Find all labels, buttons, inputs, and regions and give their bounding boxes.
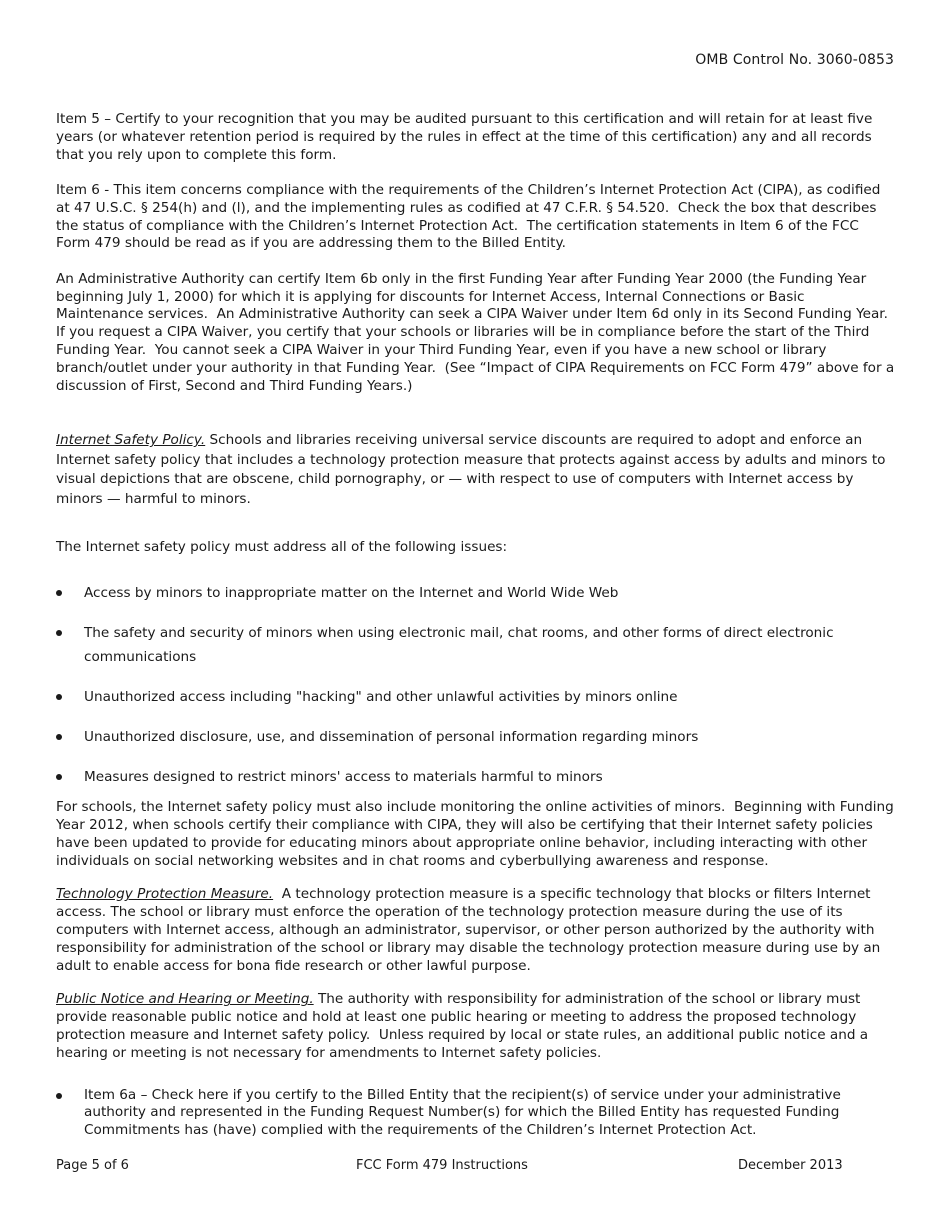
list-item <box>56 765 896 789</box>
public-notice-heading: Public Notice and Hearing or Meeting. <box>56 991 314 1008</box>
technology-protection-measure-text: A technology protection measure is a specific technology that blocks or filters Internet access. The school or library must enforce the operation of the technology protection measure during the use of its computers with Internet access, although an administrator, supervisor, or other person authorized by the authority with responsibility for administration of the school or library may disable the technology protection measure during use by an adult to enable access for bona fide research or other lawful purpose. <box>56 886 885 974</box>
item-6-paragraph: Item 6 - This item concerns compliance with the requirements of the Children’s Internet Protection Act (CIPA), as codified at 47 U.S.C. § 254(h) and (l), and the implementing rules as codified at 47 C.F.R. § 54.520. Check the box that describes the status of compliance with the Children’s Internet Protection Act. The certification statements in Item 6 of the FCC Form 479 should be read as if you are addressing them to the Billed Entity. <box>56 181 885 252</box>
policy-issues-list <box>56 581 896 789</box>
public-notice-paragraph <box>56 991 896 1062</box>
administrative-authority-paragraph: An Administrative Authority can certify Item 6b only in the first Funding Year after Funding Year 2000 (the Funding Year beginning July 1, 2000) for which it is applying for discounts for Internet Access, Internal Connections or Basic Maintenance services. An Administrative Authority can seek a CIPA Waiver under Item 6d only in its Second Funding Year. If you request a CIPA Waiver, you certify that your schools or libraries will be in compliance before the start of the Third Funding Year. You cannot seek a CIPA Waiver in your Third Funding Year, even if you have a new school or library branch/outlet under your authority in that Funding Year. (See “Impact of CIPA Requirements on FCC Form 479” above for a discussion of First, Second and Third Funding Years.) <box>56 270 899 394</box>
schools-monitoring-paragraph: For schools, the Internet safety policy must also include monitoring the online activities of minors. Beginning with Funding Year 2012, when schools certify their compliance with CIPA, they will also be certifying that their Internet safety policies have been updated to provide for educating minors about appropriate online behavior, including interacting with other individuals on social networking websites and in chat rooms and cyberbullying awareness and response. <box>56 799 899 869</box>
public-notice-text: The authority with responsibility for administration of the school or library must provide reasonable public notice and hold at least one public hearing or meeting to address the proposed technology protection measure and Internet safety policy. Unless required by local or state rules, an additional public notice and a hearing or meeting is not necessary for amendments to Internet safety policies. <box>56 991 873 1061</box>
list-item-text: Unauthorized disclosure, use, and dissemination of personal information regarding minors <box>84 729 699 746</box>
omb-control-number: OMB Control No. 3060-0853 <box>695 52 894 68</box>
list-item-text: The safety and security of minors when using electronic mail, chat rooms, and other forms of direct electronic communications <box>84 625 834 666</box>
footer-page-number: Page 5 of 6 <box>56 1158 129 1173</box>
internet-safety-policy-paragraph <box>56 431 896 509</box>
item-6a-list <box>56 1087 896 1140</box>
bullet-icon <box>56 694 62 700</box>
footer-form-title: FCC Form 479 Instructions <box>356 1158 528 1173</box>
technology-protection-measure-paragraph <box>56 886 896 975</box>
list-item <box>56 621 896 669</box>
bullet-icon <box>56 774 62 780</box>
footer-date: December 2013 <box>738 1158 843 1173</box>
bullet-icon <box>56 1093 62 1099</box>
bullet-icon <box>56 590 62 596</box>
bullet-icon <box>56 630 62 636</box>
item-6a-text: Item 6a – Check here if you certify to the Billed Entity that the recipient(s) of service under your administrative authority and represented in the Funding Request Number(s) for which the Billed Entity has requested Funding Commitments has (have) complied with the requirements of the Children’s Internet Protection Act. <box>84 1086 841 1139</box>
list-item <box>56 1087 896 1140</box>
list-item-text: Unauthorized access including "hacking" and other unlawful activities by minors online <box>84 689 678 706</box>
technology-protection-measure-heading: Technology Protection Measure. <box>56 886 274 903</box>
page-content <box>56 111 899 1140</box>
list-item-text: Access by minors to inappropriate matter on the Internet and World Wide Web <box>84 585 619 602</box>
list-item <box>56 725 896 749</box>
list-item <box>56 581 896 605</box>
bullet-icon <box>56 734 62 740</box>
list-item <box>56 685 896 709</box>
internet-safety-policy-text: Schools and libraries receiving universal service discounts are required to adopt and enforce an Internet safety policy that includes a technology protection measure that protects against access by adults and minors to visual depictions that are obscene, child pornography, or — with respect to use of computers with Internet access by minors — harmful to minors. <box>56 432 890 507</box>
list-item-text: Measures designed to restrict minors' access to materials harmful to minors <box>84 769 603 786</box>
policy-must-address-paragraph: The Internet safety policy must address all of the following issues: <box>56 539 508 556</box>
internet-safety-policy-heading: Internet Safety Policy. <box>56 432 206 449</box>
item-5-paragraph: Item 5 – Certify to your recognition that you may be audited pursuant to this certification and will retain for at least five years (or whatever retention period is required by the rules in effect at the time of this certification) any and all records that you rely upon to complete this form. <box>56 111 877 163</box>
